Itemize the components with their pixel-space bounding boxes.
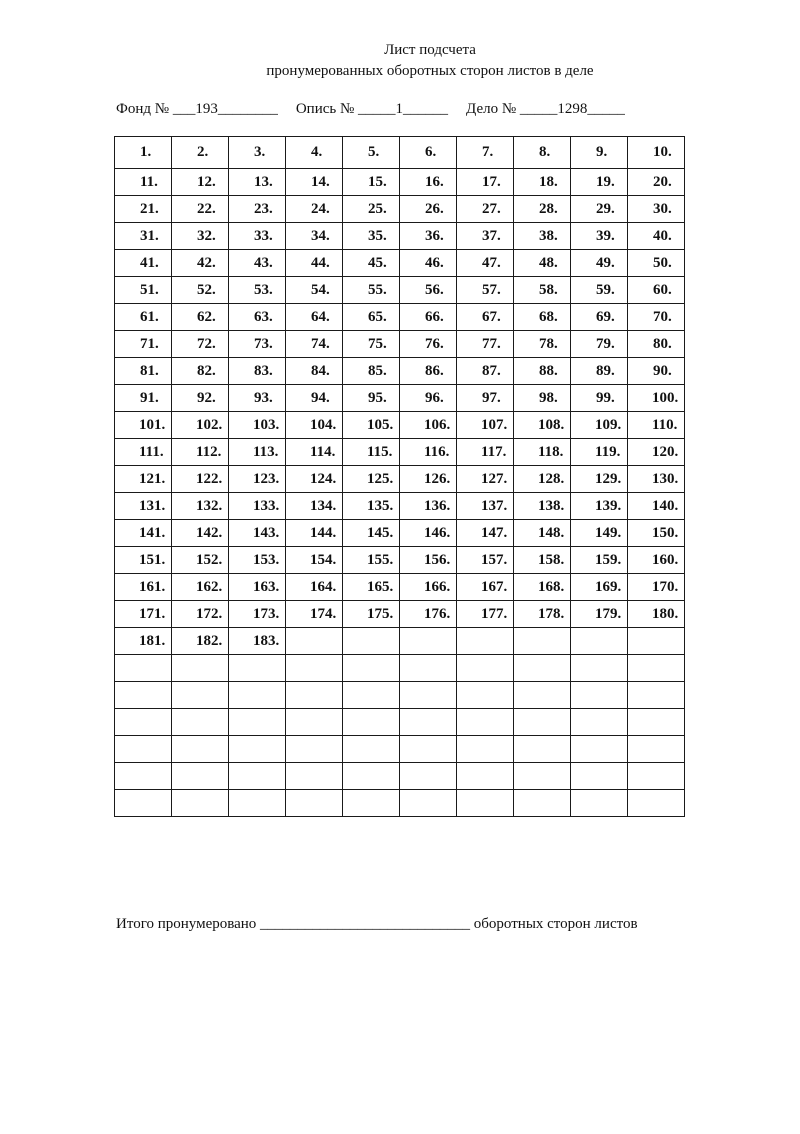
page-number-cell: 115. bbox=[343, 439, 400, 466]
page-number-cell: 114. bbox=[286, 439, 343, 466]
empty-cell bbox=[514, 628, 571, 655]
page-number-cell: 56. bbox=[400, 277, 457, 304]
page-number-cell: 156. bbox=[400, 547, 457, 574]
page-number-cell: 79. bbox=[571, 331, 628, 358]
page-number-cell: 157. bbox=[457, 547, 514, 574]
page-number-cell: 84. bbox=[286, 358, 343, 385]
page-number-cell: 52. bbox=[172, 277, 229, 304]
page-number-cell: 81. bbox=[115, 358, 172, 385]
page-number-cell: 169. bbox=[571, 574, 628, 601]
total-line bbox=[116, 916, 638, 933]
page-number-cell: 61. bbox=[115, 304, 172, 331]
page-number-cell: 48. bbox=[514, 250, 571, 277]
empty-cell bbox=[400, 790, 457, 817]
table-row bbox=[115, 628, 685, 655]
page-number-cell: 27. bbox=[457, 196, 514, 223]
page-number-cell: 118. bbox=[514, 439, 571, 466]
page-number-cell: 178. bbox=[514, 601, 571, 628]
page-number-cell: 83. bbox=[229, 358, 286, 385]
page-number-cell: 15. bbox=[343, 169, 400, 196]
empty-cell bbox=[286, 682, 343, 709]
page-number-cell: 106. bbox=[400, 412, 457, 439]
page-number-cell: 45. bbox=[343, 250, 400, 277]
page-number-cell: 165. bbox=[343, 574, 400, 601]
empty-cell bbox=[229, 763, 286, 790]
page-number-cell: 130. bbox=[628, 466, 685, 493]
page-number-cell: 19. bbox=[571, 169, 628, 196]
page-number-cell: 175. bbox=[343, 601, 400, 628]
page-number-cell: 140. bbox=[628, 493, 685, 520]
empty-cell bbox=[514, 763, 571, 790]
page-number-cell: 67. bbox=[457, 304, 514, 331]
page-number-cell: 92. bbox=[172, 385, 229, 412]
table-row bbox=[115, 169, 685, 196]
page-number-cell: 39. bbox=[571, 223, 628, 250]
empty-cell bbox=[571, 628, 628, 655]
page-number-cell: 173. bbox=[229, 601, 286, 628]
empty-cell bbox=[115, 763, 172, 790]
page-number-cell: 33. bbox=[229, 223, 286, 250]
page-number-cell: 153. bbox=[229, 547, 286, 574]
page-number-cell: 150. bbox=[628, 520, 685, 547]
table-row bbox=[115, 331, 685, 358]
table-row bbox=[115, 655, 685, 682]
page-number-cell: 103. bbox=[229, 412, 286, 439]
empty-cell bbox=[514, 655, 571, 682]
empty-cell bbox=[115, 682, 172, 709]
page-number-cell: 124. bbox=[286, 466, 343, 493]
total-prefix: Итого пронумеровано bbox=[116, 916, 257, 932]
empty-cell bbox=[286, 709, 343, 736]
page-number-cell: 72. bbox=[172, 331, 229, 358]
page-number-cell: 58. bbox=[514, 277, 571, 304]
page-number-cell: 102. bbox=[172, 412, 229, 439]
page-number-cell: 134. bbox=[286, 493, 343, 520]
page-number-cell: 20. bbox=[628, 169, 685, 196]
page-number-cell: 63. bbox=[229, 304, 286, 331]
page-number-cell: 46. bbox=[400, 250, 457, 277]
page-number-cell: 116. bbox=[400, 439, 457, 466]
page-number-cell: 23. bbox=[229, 196, 286, 223]
page-number-cell: 41. bbox=[115, 250, 172, 277]
page-number-cell: 85. bbox=[343, 358, 400, 385]
empty-cell bbox=[286, 655, 343, 682]
empty-cell bbox=[514, 709, 571, 736]
table-row bbox=[115, 790, 685, 817]
empty-cell bbox=[229, 709, 286, 736]
page-number-cell: 155. bbox=[343, 547, 400, 574]
page-number-cell: 96. bbox=[400, 385, 457, 412]
fond-label: Фонд № bbox=[116, 101, 170, 117]
empty-cell bbox=[172, 790, 229, 817]
title-line-2: пронумерованных оборотных сторон листов в деле bbox=[266, 63, 594, 79]
page-number-cell: 8. bbox=[514, 137, 571, 169]
table-row bbox=[115, 412, 685, 439]
page-number-cell: 152. bbox=[172, 547, 229, 574]
page-number-cell: 172. bbox=[172, 601, 229, 628]
page-number-cell: 44. bbox=[286, 250, 343, 277]
page-number-cell: 74. bbox=[286, 331, 343, 358]
page-number-cell: 146. bbox=[400, 520, 457, 547]
table-row bbox=[115, 358, 685, 385]
page-number-cell: 90. bbox=[628, 358, 685, 385]
empty-cell bbox=[343, 628, 400, 655]
page-number-cell: 28. bbox=[514, 196, 571, 223]
page-number-cell: 154. bbox=[286, 547, 343, 574]
page-number-cell: 59. bbox=[571, 277, 628, 304]
page-number-cell: 109. bbox=[571, 412, 628, 439]
page-number-cell: 139. bbox=[571, 493, 628, 520]
page-number-cell: 101. bbox=[115, 412, 172, 439]
page-number-cell: 166. bbox=[400, 574, 457, 601]
page-number-cell: 93. bbox=[229, 385, 286, 412]
page-number-cell: 53. bbox=[229, 277, 286, 304]
empty-cell bbox=[286, 628, 343, 655]
page-number-cell: 99. bbox=[571, 385, 628, 412]
page-number-cell: 36. bbox=[400, 223, 457, 250]
page-number-cell: 182. bbox=[172, 628, 229, 655]
page-number-cell: 91. bbox=[115, 385, 172, 412]
fond-value: ___193________ bbox=[172, 101, 278, 117]
table-row bbox=[115, 709, 685, 736]
empty-cell bbox=[286, 763, 343, 790]
page-number-cell: 132. bbox=[172, 493, 229, 520]
page-number-cell: 25. bbox=[343, 196, 400, 223]
page-number-cell: 111. bbox=[115, 439, 172, 466]
page-number-cell: 2. bbox=[172, 137, 229, 169]
empty-cell bbox=[229, 655, 286, 682]
document-title bbox=[0, 40, 800, 82]
table-row bbox=[115, 574, 685, 601]
page-number-cell: 98. bbox=[514, 385, 571, 412]
empty-cell bbox=[400, 655, 457, 682]
page-number-cell: 10. bbox=[628, 137, 685, 169]
page-number-cell: 176. bbox=[400, 601, 457, 628]
empty-cell bbox=[457, 655, 514, 682]
page-count-table bbox=[114, 136, 685, 817]
table-row bbox=[115, 277, 685, 304]
page-number-cell: 32. bbox=[172, 223, 229, 250]
page-number-cell: 100. bbox=[628, 385, 685, 412]
empty-cell bbox=[115, 790, 172, 817]
page-number-cell: 126. bbox=[400, 466, 457, 493]
page-number-cell: 128. bbox=[514, 466, 571, 493]
page-number-cell: 117. bbox=[457, 439, 514, 466]
empty-cell bbox=[628, 628, 685, 655]
page-number-cell: 167. bbox=[457, 574, 514, 601]
empty-cell bbox=[115, 736, 172, 763]
total-suffix: оборотных сторон листов bbox=[473, 916, 638, 932]
page-number-cell: 104. bbox=[286, 412, 343, 439]
page-number-cell: 69. bbox=[571, 304, 628, 331]
page-number-cell: 164. bbox=[286, 574, 343, 601]
empty-cell bbox=[514, 736, 571, 763]
empty-cell bbox=[172, 655, 229, 682]
empty-cell bbox=[628, 655, 685, 682]
empty-cell bbox=[457, 709, 514, 736]
empty-cell bbox=[628, 790, 685, 817]
empty-cell bbox=[343, 682, 400, 709]
page-number-cell: 64. bbox=[286, 304, 343, 331]
page-number-cell: 55. bbox=[343, 277, 400, 304]
page-number-cell: 38. bbox=[514, 223, 571, 250]
page-number-cell: 133. bbox=[229, 493, 286, 520]
page-number-cell: 135. bbox=[343, 493, 400, 520]
empty-cell bbox=[628, 709, 685, 736]
page-number-cell: 62. bbox=[172, 304, 229, 331]
empty-cell bbox=[400, 628, 457, 655]
empty-cell bbox=[628, 763, 685, 790]
empty-cell bbox=[628, 682, 685, 709]
page-number-cell: 125. bbox=[343, 466, 400, 493]
opis-label: Опись № bbox=[295, 101, 355, 117]
page-number-cell: 174. bbox=[286, 601, 343, 628]
page-number-cell: 13. bbox=[229, 169, 286, 196]
page-number-cell: 26. bbox=[400, 196, 457, 223]
page-number-cell: 80. bbox=[628, 331, 685, 358]
archive-reference-line bbox=[116, 101, 625, 118]
empty-cell bbox=[172, 736, 229, 763]
page-number-cell: 94. bbox=[286, 385, 343, 412]
page-number-cell: 60. bbox=[628, 277, 685, 304]
page-number-cell: 89. bbox=[571, 358, 628, 385]
page-number-cell: 12. bbox=[172, 169, 229, 196]
page-number-cell: 112. bbox=[172, 439, 229, 466]
page-number-cell: 181. bbox=[115, 628, 172, 655]
page-number-cell: 143. bbox=[229, 520, 286, 547]
page-number-cell: 141. bbox=[115, 520, 172, 547]
page-number-cell: 71. bbox=[115, 331, 172, 358]
empty-cell bbox=[115, 709, 172, 736]
page-number-cell: 107. bbox=[457, 412, 514, 439]
page-number-cell: 86. bbox=[400, 358, 457, 385]
page-number-cell: 131. bbox=[115, 493, 172, 520]
page-number-cell: 145. bbox=[343, 520, 400, 547]
table-row bbox=[115, 466, 685, 493]
empty-cell bbox=[400, 682, 457, 709]
page-number-cell: 142. bbox=[172, 520, 229, 547]
empty-cell bbox=[172, 763, 229, 790]
empty-cell bbox=[229, 790, 286, 817]
empty-cell bbox=[514, 682, 571, 709]
page-number-cell: 3. bbox=[229, 137, 286, 169]
empty-cell bbox=[571, 736, 628, 763]
empty-cell bbox=[400, 736, 457, 763]
empty-cell bbox=[457, 736, 514, 763]
page-number-cell: 180. bbox=[628, 601, 685, 628]
page-number-cell: 16. bbox=[400, 169, 457, 196]
empty-cell bbox=[457, 682, 514, 709]
table-row bbox=[115, 137, 685, 169]
page-number-cell: 1. bbox=[115, 137, 172, 169]
page-number-cell: 77. bbox=[457, 331, 514, 358]
empty-cell bbox=[400, 709, 457, 736]
page-number-cell: 4. bbox=[286, 137, 343, 169]
page-number-cell: 78. bbox=[514, 331, 571, 358]
empty-cell bbox=[172, 682, 229, 709]
empty-cell bbox=[115, 655, 172, 682]
page-number-cell: 9. bbox=[571, 137, 628, 169]
page-number-cell: 120. bbox=[628, 439, 685, 466]
empty-cell bbox=[343, 709, 400, 736]
table-row bbox=[115, 196, 685, 223]
empty-cell bbox=[343, 763, 400, 790]
page-number-cell: 11. bbox=[115, 169, 172, 196]
page-number-cell: 65. bbox=[343, 304, 400, 331]
page-number-cell: 22. bbox=[172, 196, 229, 223]
empty-cell bbox=[457, 628, 514, 655]
empty-cell bbox=[457, 763, 514, 790]
page-number-cell: 171. bbox=[115, 601, 172, 628]
page-number-cell: 18. bbox=[514, 169, 571, 196]
page-number-cell: 66. bbox=[400, 304, 457, 331]
empty-cell bbox=[571, 763, 628, 790]
total-blank: ____________________________ bbox=[260, 916, 471, 932]
page-number-cell: 179. bbox=[571, 601, 628, 628]
empty-cell bbox=[172, 709, 229, 736]
page-number-cell: 68. bbox=[514, 304, 571, 331]
page-number-cell: 159. bbox=[571, 547, 628, 574]
page-number-cell: 21. bbox=[115, 196, 172, 223]
page-number-cell: 31. bbox=[115, 223, 172, 250]
page-number-cell: 136. bbox=[400, 493, 457, 520]
table-row bbox=[115, 736, 685, 763]
page-number-cell: 122. bbox=[172, 466, 229, 493]
page-number-cell: 177. bbox=[457, 601, 514, 628]
page-number-cell: 170. bbox=[628, 574, 685, 601]
page-number-cell: 76. bbox=[400, 331, 457, 358]
page-number-cell: 163. bbox=[229, 574, 286, 601]
table-row bbox=[115, 493, 685, 520]
page-number-cell: 162. bbox=[172, 574, 229, 601]
table-row bbox=[115, 250, 685, 277]
page-number-cell: 121. bbox=[115, 466, 172, 493]
page-number-cell: 35. bbox=[343, 223, 400, 250]
page-number-cell: 43. bbox=[229, 250, 286, 277]
page-number-cell: 29. bbox=[571, 196, 628, 223]
page-number-cell: 160. bbox=[628, 547, 685, 574]
page-number-cell: 147. bbox=[457, 520, 514, 547]
opis-value: _____1______ bbox=[358, 101, 449, 117]
table-row bbox=[115, 223, 685, 250]
page-number-cell: 105. bbox=[343, 412, 400, 439]
table-row bbox=[115, 547, 685, 574]
delo-value: _____1298_____ bbox=[519, 101, 625, 117]
page-number-cell: 50. bbox=[628, 250, 685, 277]
page-number-cell: 14. bbox=[286, 169, 343, 196]
page-number-cell: 6. bbox=[400, 137, 457, 169]
page-number-cell: 88. bbox=[514, 358, 571, 385]
page-number-cell: 75. bbox=[343, 331, 400, 358]
page-number-cell: 70. bbox=[628, 304, 685, 331]
empty-cell bbox=[571, 709, 628, 736]
page-number-cell: 183. bbox=[229, 628, 286, 655]
page-number-cell: 138. bbox=[514, 493, 571, 520]
page-number-cell: 123. bbox=[229, 466, 286, 493]
page-number-cell: 73. bbox=[229, 331, 286, 358]
page-number-cell: 168. bbox=[514, 574, 571, 601]
page-number-cell: 40. bbox=[628, 223, 685, 250]
page-number-cell: 108. bbox=[514, 412, 571, 439]
empty-cell bbox=[571, 655, 628, 682]
page-number-cell: 47. bbox=[457, 250, 514, 277]
empty-cell bbox=[343, 736, 400, 763]
empty-cell bbox=[343, 655, 400, 682]
empty-cell bbox=[571, 790, 628, 817]
table-row bbox=[115, 520, 685, 547]
page-number-cell: 149. bbox=[571, 520, 628, 547]
page-number-cell: 95. bbox=[343, 385, 400, 412]
page-number-cell: 127. bbox=[457, 466, 514, 493]
empty-cell bbox=[400, 763, 457, 790]
page-number-cell: 49. bbox=[571, 250, 628, 277]
empty-cell bbox=[628, 736, 685, 763]
empty-cell bbox=[229, 736, 286, 763]
page-number-cell: 87. bbox=[457, 358, 514, 385]
page-number-cell: 57. bbox=[457, 277, 514, 304]
table-row bbox=[115, 601, 685, 628]
page-number-cell: 119. bbox=[571, 439, 628, 466]
page-number-cell: 30. bbox=[628, 196, 685, 223]
empty-cell bbox=[514, 790, 571, 817]
page-number-cell: 51. bbox=[115, 277, 172, 304]
page-number-cell: 129. bbox=[571, 466, 628, 493]
page-number-cell: 24. bbox=[286, 196, 343, 223]
page-number-cell: 42. bbox=[172, 250, 229, 277]
delo-label: Дело № bbox=[466, 101, 517, 117]
page-number-cell: 54. bbox=[286, 277, 343, 304]
page-number-cell: 37. bbox=[457, 223, 514, 250]
page-number-cell: 110. bbox=[628, 412, 685, 439]
page-number-cell: 148. bbox=[514, 520, 571, 547]
page-number-cell: 34. bbox=[286, 223, 343, 250]
page-number-cell: 161. bbox=[115, 574, 172, 601]
empty-cell bbox=[457, 790, 514, 817]
page-number-cell: 144. bbox=[286, 520, 343, 547]
page-number-cell: 151. bbox=[115, 547, 172, 574]
empty-cell bbox=[571, 682, 628, 709]
table-row bbox=[115, 439, 685, 466]
page-number-cell: 5. bbox=[343, 137, 400, 169]
page-number-cell: 17. bbox=[457, 169, 514, 196]
empty-cell bbox=[286, 736, 343, 763]
empty-cell bbox=[286, 790, 343, 817]
page-number-cell: 82. bbox=[172, 358, 229, 385]
empty-cell bbox=[343, 790, 400, 817]
page-number-cell: 158. bbox=[514, 547, 571, 574]
table-row bbox=[115, 682, 685, 709]
page-number-cell: 113. bbox=[229, 439, 286, 466]
table-row bbox=[115, 385, 685, 412]
page-number-cell: 137. bbox=[457, 493, 514, 520]
table-row bbox=[115, 304, 685, 331]
empty-cell bbox=[229, 682, 286, 709]
table-row bbox=[115, 763, 685, 790]
title-line-1: Лист подсчета bbox=[384, 42, 476, 58]
page-number-cell: 7. bbox=[457, 137, 514, 169]
page-number-cell: 97. bbox=[457, 385, 514, 412]
